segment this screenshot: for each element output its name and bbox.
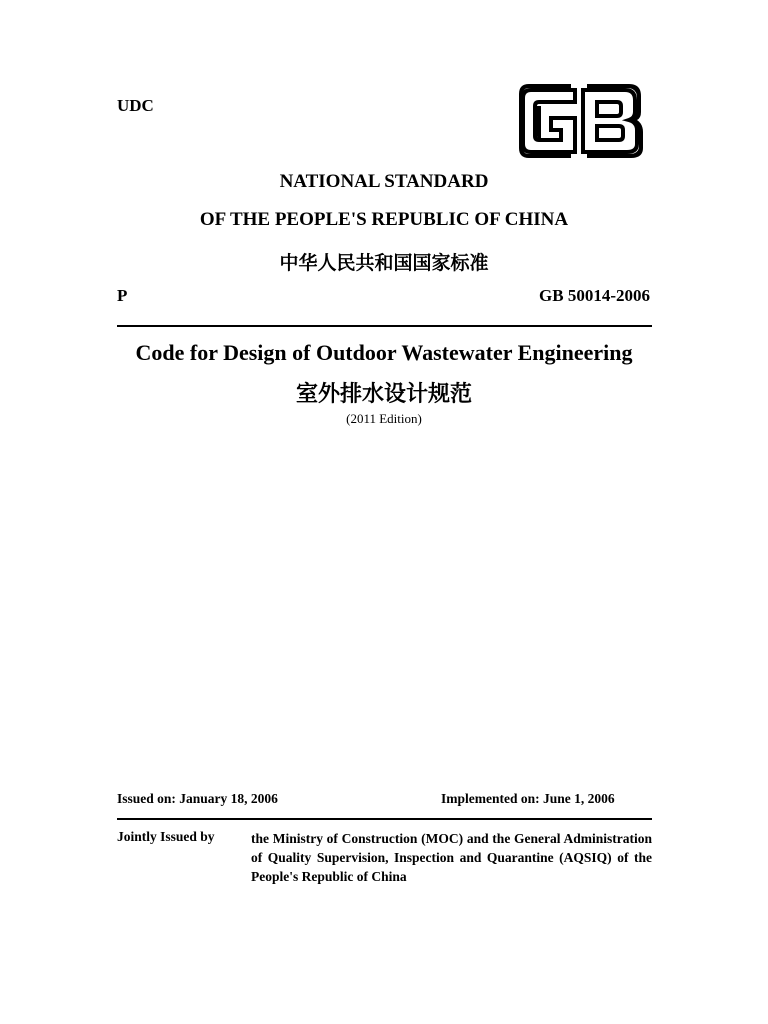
title-chinese: 中华人民共和国国家标准: [279, 252, 489, 274]
top-divider: [117, 325, 652, 327]
title-national-standard: NATIONAL STANDARD: [279, 171, 489, 192]
udc-label: UDC: [117, 96, 154, 115]
issuer-label: Jointly Issued by: [117, 829, 215, 844]
title-prc: OF THE PEOPLE'S REPUBLIC OF CHINA: [199, 209, 569, 230]
classification-letter: P: [117, 286, 128, 305]
issued-date: Issued on: January 18, 2006: [117, 791, 278, 806]
bottom-divider: [117, 818, 652, 820]
gb-logo-icon: [517, 78, 645, 162]
edition-label: (2011 Edition): [346, 411, 422, 426]
standard-number: GB 50014-2006: [539, 286, 650, 305]
document-title-chinese: 室外排水设计规范: [295, 382, 472, 407]
issuer-text: the Ministry of Construction (MOC) and the General Administration of Quality Supervision, Inspection and Quarantine (AQSIQ) of the People's Republic of China: [251, 831, 652, 884]
implemented-date: Implemented on: June 1, 2006: [441, 791, 615, 806]
document-title-english: Code for Design of Outdoor Wastewater Engineering: [135, 340, 633, 365]
